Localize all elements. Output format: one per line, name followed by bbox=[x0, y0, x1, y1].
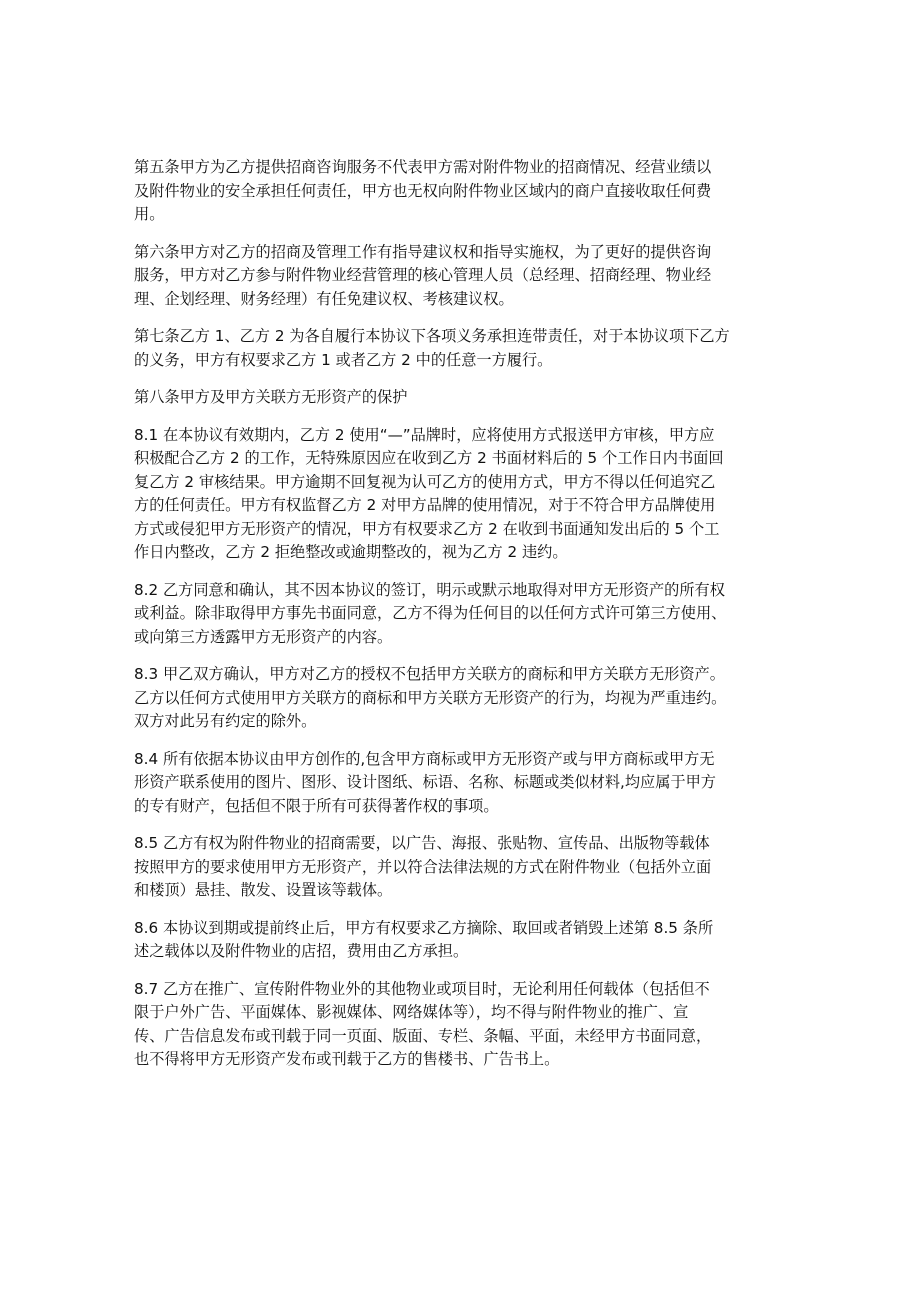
article-8-heading: 第八条甲方及甲方关联方无形资产的保护 bbox=[134, 388, 408, 406]
clause-8-4-paragraph: 8.4 所有依据本协议由甲方创作的,包含甲方商标或甲方无形资产或与甲方商标或甲方无 形资产联系使用的图片、图形、设计图纸、标语、名称、标题或类似材料,均应属于甲方 的专有财产，包括但不限于所有可获得著作权的事项。 bbox=[134, 749, 716, 815]
article-5-paragraph: 第五条甲方为乙方提供招商咨询服务不代表甲方需对附件物业的招商情况、经营业绩以 及附件物业的安全承担任何责任，甲方也无权向附件物业区域内的商户直接收取任何费 用。 bbox=[134, 158, 712, 223]
clause-8-2-paragraph: 8.2 乙方同意和确认，其不因本协议的签订，明示或默示地取得对甲方无形资产的所有权 或利益。除非取得甲方事先书面同意，乙方不得为任何目的以任何方式许可第三方使用、 或向第三方透露甲方无形资产的内容。 bbox=[134, 580, 727, 646]
clause-8-3-paragraph: 8.3 甲乙双方确认，甲方对乙方的授权不包括甲方关联方的商标和甲方关联方无形资产。 乙方以任何方式使用甲方关联方的商标和甲方关联方无形资产的行为，均视为严重违约。 双方对此另有约定的除外。 bbox=[134, 665, 727, 730]
clause-8-5-paragraph: 8.5 乙方有权为附件物业的招商需要，以广告、海报、张贴物、宣传品、出版物等载体 按照甲方的要求使用甲方无形资产，并以符合法律法规的方式在附件物业（包括外立面 和楼顶）悬挂、散发、设置该等载体。 bbox=[134, 834, 712, 899]
clause-8-7-paragraph: 8.7 乙方在推广、宣传附件物业外的其他物业或项目时，无论利用任何载体（包括但不 限于户外广告、平面媒体、影视媒体、网络媒体等），均不得与附件物业的推广、宣 传、广告信息发布或刊载于同一页面、版面、专栏、条幅、平面，未经甲方书面同意， 也不得将甲方无形资产发布或刊载于乙方的售楼书、广告书上。 bbox=[134, 979, 712, 1068]
clause-8-1-paragraph: 8.1 在本协议有效期内，乙方 2 使用“—”品牌时，应将使用方式报送甲方审核，甲方应 积极配合乙方 2 的工作，无特殊原因应在收到乙方 2 书面材料后的 5 个工作日内书面回 复乙方 2 审核结果。甲方逾期不回复视为认可乙方的使用方式，甲方不得以任何追究乙 方的任何责任。甲方有权监督乙方 2 对甲方品牌的使用情况，对于不符合甲方品牌使用 方式或侵犯甲方无形资产的情况，甲方有权要求乙方 2 在收到书面通知发出后的 5 个工 作日内整改，乙方 2 拒绝整改或逾期整改的，视为乙方 2 违约。 bbox=[134, 425, 724, 561]
article-6-paragraph: 第六条甲方对乙方的招商及管理工作有指导建议权和指导实施权，为了更好的提供咨询 服务，甲方对乙方参与附件物业经营管理的核心管理人员（总经理、招商经理、物业经 理、企划经理、财务经理）有任免建议权、考核建议权。 bbox=[134, 242, 712, 308]
article-7-paragraph: 第七条乙方 1、乙方 2 为各自履行本协议下各项义务承担连带责任，对于本协议项下乙方 的义务，甲方有权要求乙方 1 或者乙方 2 中的任意一方履行。 bbox=[134, 327, 730, 369]
clause-8-6-paragraph: 8.6 本协议到期或提前终止后，甲方有权要求乙方摘除、取回或者销毁上述第 8.5 条所 述之载体以及附件物业的店招，费用由乙方承担。 bbox=[134, 918, 714, 960]
